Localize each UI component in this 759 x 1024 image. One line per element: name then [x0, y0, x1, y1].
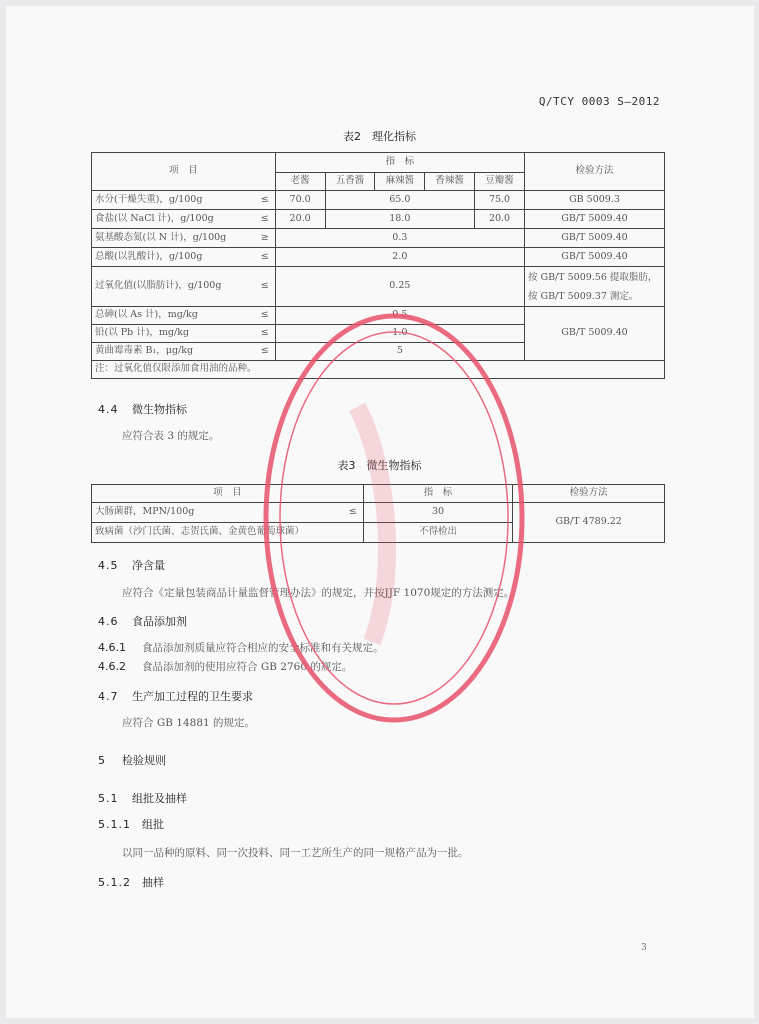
table2-item: 过氧化值(以脂肪计)，g/100g: [92, 267, 256, 307]
section-4-6-1: [98, 640, 384, 655]
table2-sym: ≤: [255, 210, 275, 229]
section-4-5-text: 应符合《定量包装商品计量监督管理办法》的规定，并按JJF 1070规定的方法测定。: [122, 587, 515, 599]
table2-sym: ≤: [255, 191, 275, 210]
section-title: 检验规则: [122, 754, 166, 767]
section-title: 微生物指标: [132, 403, 187, 416]
table3-item: 致病菌（沙门氏菌、志贺氏菌、金黄色葡萄球菌）: [92, 523, 364, 543]
table2-note: 注：过氧化值仅限添加食用油的品种。: [92, 361, 665, 379]
table2-value: 20.0: [275, 210, 325, 229]
table-row: [92, 191, 665, 210]
table3-header-index: 指 标: [363, 485, 513, 503]
table3-item: 大肠菌群，MPN/100g: [92, 503, 344, 523]
section-4-6-heading: [98, 613, 187, 629]
table2-value: 70.0: [275, 191, 325, 210]
standard-code: Q/TCY 0003 S—2012: [538, 95, 660, 108]
section-number: 4.6.1: [98, 641, 126, 654]
table3-value: 不得检出: [363, 523, 513, 543]
section-4-6-2: [98, 659, 352, 674]
page-number: 3: [641, 943, 647, 953]
table2-item: 食盐(以 NaCl 计)，g/100g: [92, 210, 256, 229]
section-4-5-heading: [98, 557, 165, 573]
section-4-7-text: 应符合 GB 14881 的规定。: [122, 717, 256, 729]
section-text: 食品添加剂质量应符合相应的安全标准和有关规定。: [142, 642, 384, 654]
table2-method-line: 按 GB/T 5009.37 测定。: [527, 290, 639, 302]
section-text: 食品添加剂的使用应符合 GB 2760 的规定。: [142, 661, 353, 673]
table2: [91, 152, 665, 379]
table2-subcol: 麻辣酱: [375, 173, 425, 191]
table2-sym: ≤: [255, 267, 275, 307]
table2-sym: ≤: [255, 248, 275, 267]
table3-sym: ≤: [343, 503, 363, 523]
section-number: 5.1: [98, 792, 119, 805]
table-row: [92, 503, 665, 523]
table3-header-item: 项 目: [92, 485, 364, 503]
table2-item: 氨基酸态氮(以 N 计)，g/100g: [92, 229, 256, 248]
table2-value: 20.0: [475, 210, 525, 229]
table2-method: GB 5009.3: [524, 191, 664, 210]
section-5-1-1-text: 以同一品种的原料、同一次投料、同一工艺所生产的同一规格产品为一批。: [122, 847, 469, 859]
section-4-4-text: 应符合表 3 的规定。: [122, 430, 220, 442]
section-5-1-1-heading: [98, 816, 164, 832]
table2-value: 0.5: [275, 307, 524, 325]
table2-item: 铅(以 Pb 计)，mg/kg: [92, 325, 256, 343]
table2-value: 5: [275, 343, 524, 361]
section-number: 5.1.1: [98, 818, 131, 831]
table2-value: 75.0: [475, 191, 525, 210]
table2-value: 18.0: [325, 210, 475, 229]
table2-sym: ≥: [255, 229, 275, 248]
table3: [91, 484, 665, 543]
table2-sym: ≤: [255, 343, 275, 361]
table2-subcol: 香辣酱: [425, 173, 475, 191]
table3-title: 表3 微生物指标: [337, 459, 422, 472]
table2-method: GB/T 5009.40: [524, 248, 664, 267]
table2-item: 水分(干燥失重)，g/100g: [92, 191, 256, 210]
section-number: 4.6.2: [98, 660, 126, 673]
section-title: 生产加工过程的卫生要求: [132, 690, 253, 703]
table2-sym: ≤: [255, 307, 275, 325]
table2-value: 2.0: [275, 248, 524, 267]
table2-method: GB/T 5009.40: [524, 210, 664, 229]
section-5-1-heading: [98, 790, 187, 806]
table-row: [92, 210, 665, 229]
table2-method-line: 按 GB/T 5009.56 提取脂肪，: [527, 271, 658, 283]
section-title: 组批及抽样: [132, 792, 187, 805]
table2-value: 0.3: [275, 229, 524, 248]
section-title: 食品添加剂: [132, 615, 187, 628]
table-row: [92, 248, 665, 267]
section-title: 组批: [142, 818, 164, 831]
table2-value: 0.25: [275, 267, 524, 307]
section-number: 4.6: [98, 615, 119, 628]
table2-header-item: 项 目: [92, 153, 276, 191]
table2-value: 1.0: [275, 325, 524, 343]
section-number: 4.5: [98, 559, 119, 572]
section-4-4-heading: [98, 401, 187, 417]
section-title: 抽样: [142, 876, 164, 889]
section-number: 5.1.2: [98, 876, 131, 889]
section-number: 4.7: [98, 690, 119, 703]
section-number: 4.4: [98, 403, 119, 416]
section-number: 5: [98, 754, 106, 767]
table3-value: 30: [363, 503, 513, 523]
table2-subcol: 豆瓣酱: [475, 173, 525, 191]
table-row: [92, 229, 665, 248]
table-row: [92, 267, 665, 307]
table2-title: 表2 理化指标: [343, 130, 416, 143]
table2-header-index: 指 标: [275, 153, 524, 173]
table2-value: 65.0: [325, 191, 475, 210]
table2-method: GB/T 5009.40: [524, 229, 664, 248]
section-5-1-2-heading: [98, 874, 164, 890]
section-4-7-heading: [98, 688, 253, 704]
table2-item: 总砷(以 As 计)，mg/kg: [92, 307, 256, 325]
table2-subcol: 五香酱: [325, 173, 375, 191]
table3-header-method: 检验方法: [513, 485, 665, 503]
table2-method: [524, 267, 664, 307]
table2-sym: ≤: [255, 325, 275, 343]
table2-subcol: 老酱: [275, 173, 325, 191]
table2-header-method: 检验方法: [524, 153, 664, 191]
section-5-heading: [98, 752, 166, 768]
table3-method: GB/T 4789.22: [513, 503, 665, 543]
table-row: [92, 307, 665, 325]
table2-item: 黄曲霉毒素 B₁，μg/kg: [92, 343, 256, 361]
table2-item: 总酸(以乳酸计)，g/100g: [92, 248, 256, 267]
table2-method: GB/T 5009.40: [524, 307, 664, 361]
section-title: 净含量: [132, 559, 165, 572]
